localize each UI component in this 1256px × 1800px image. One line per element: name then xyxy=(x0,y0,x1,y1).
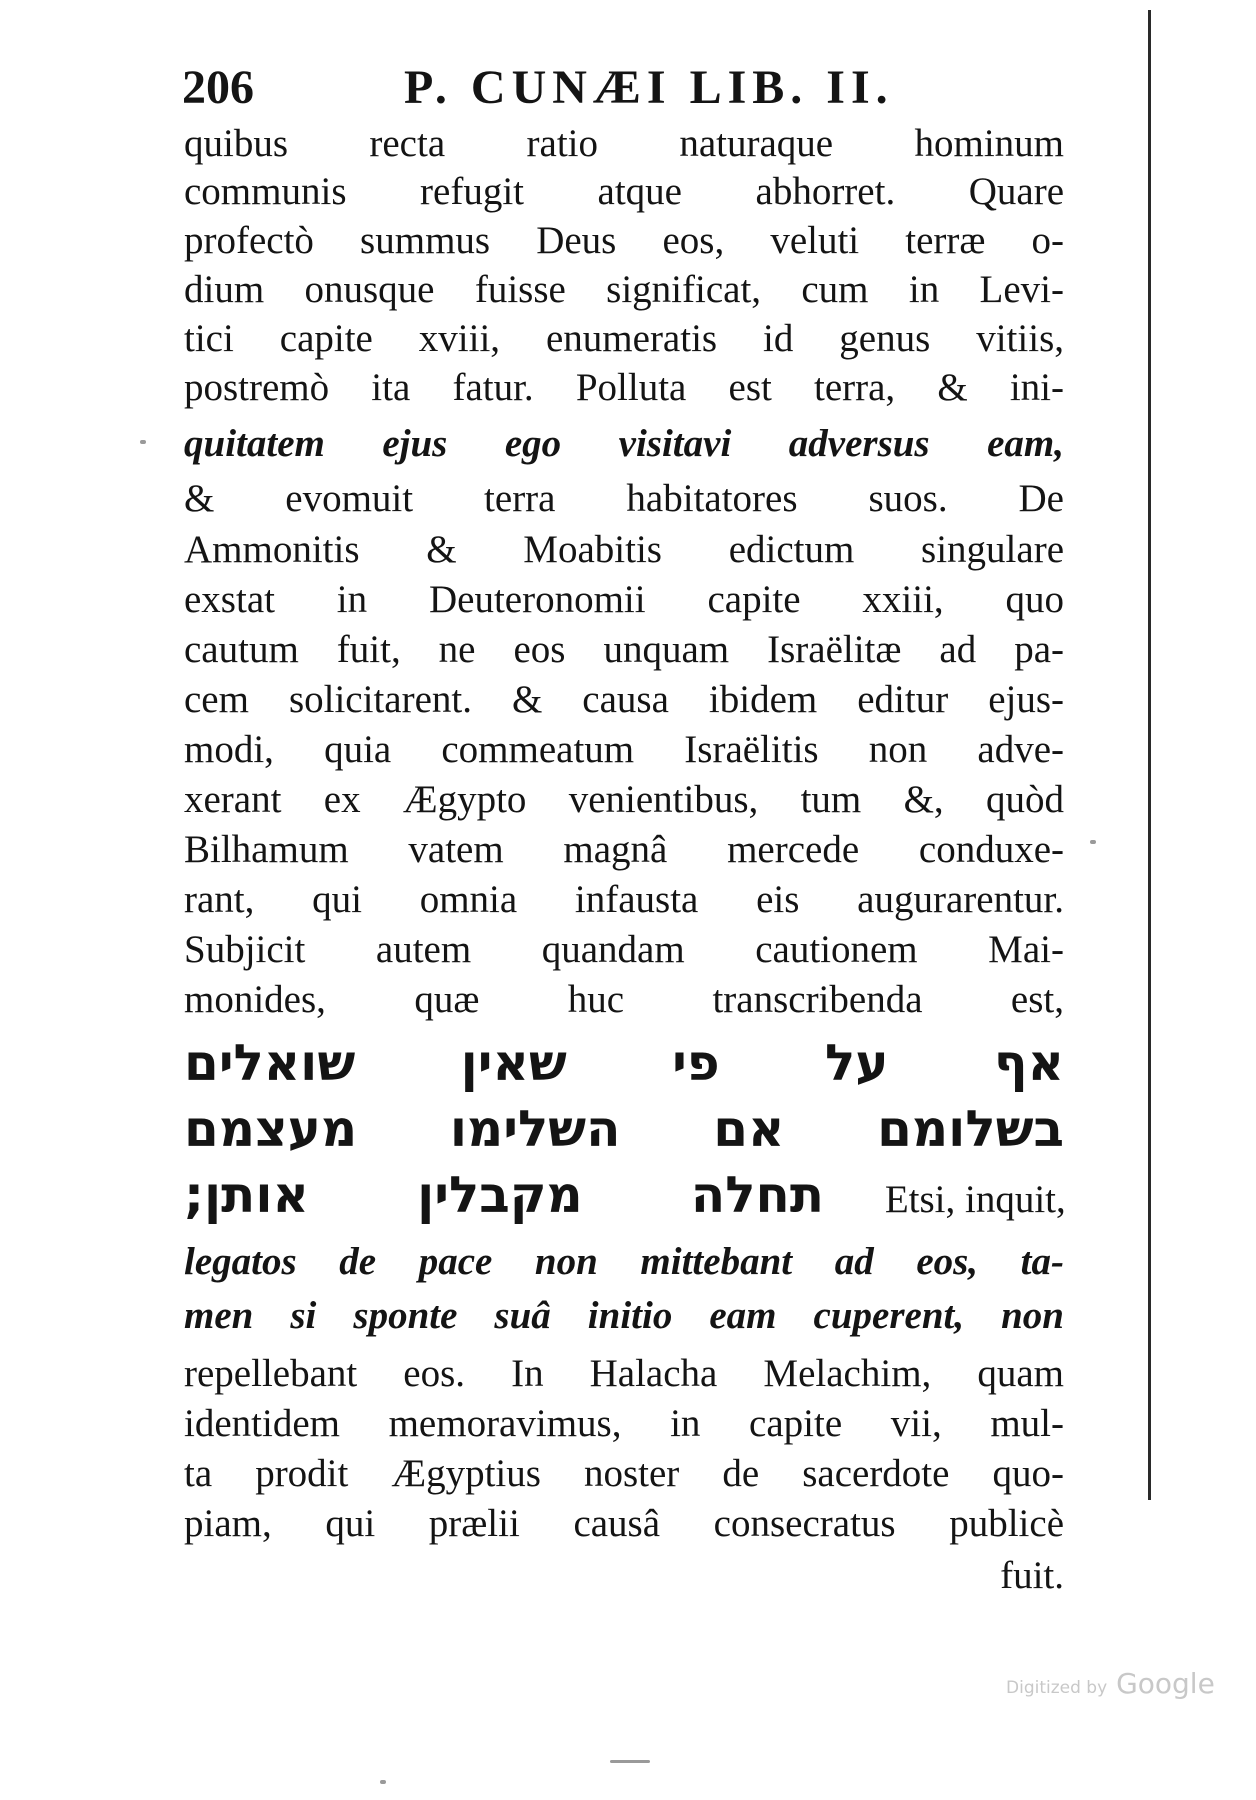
hebrew-line: אף על פי שאין שואלים xyxy=(184,1034,1064,1092)
ink-speck xyxy=(140,440,146,444)
ink-speck xyxy=(1090,840,1096,844)
text-line-italic: quitatem ejus ego visitavi adversus eam, xyxy=(184,422,1064,465)
text-line: quibus recta ratio naturaque hominum xyxy=(184,122,1064,165)
text-line: exstat in Deuteronomii capite xxiii, quo xyxy=(184,578,1064,621)
text-line: repellebant eos. In Halacha Melachim, quam xyxy=(184,1352,1064,1395)
hebrew-fragment: תחלה מקבלין אותן; xyxy=(184,1166,824,1224)
text-line: dium onusque fuisse significat, cum in Levi- xyxy=(184,268,1064,311)
page-header xyxy=(182,58,1082,118)
ink-speck xyxy=(610,1760,650,1763)
watermark-brand: Google xyxy=(1116,1667,1215,1700)
text-line: postremò ita fatur. Polluta est terra, & ini- xyxy=(184,366,1064,409)
text-line: rant, qui omnia infausta eis augurarentur. xyxy=(184,878,1064,921)
text-line: monides, quæ huc transcribenda est, xyxy=(184,978,1064,1021)
text-line-final: fuit. xyxy=(1000,1554,1064,1597)
text-line-italic: legatos de pace non mittebant ad eos, ta- xyxy=(184,1240,1064,1283)
text-line: cautum fuit, ne eos unquam Israëlitæ ad pa- xyxy=(184,628,1064,671)
text-line: Subjicit autem quandam cautionem Mai- xyxy=(184,928,1064,971)
text-line-italic: men si sponte suâ initio eam cuperent, non xyxy=(184,1294,1064,1337)
text-line: ta prodit Ægyptius noster de sacerdote quo- xyxy=(184,1452,1064,1495)
page-edge xyxy=(1148,10,1151,1500)
text-line: Ammonitis & Moabitis edictum singulare xyxy=(184,528,1064,571)
running-head: P. CUNÆI LIB. II. xyxy=(404,61,894,114)
text-line: Bilhamum vatem magnâ mercede conduxe- xyxy=(184,828,1064,871)
digitized-by-google-watermark xyxy=(1006,1664,1236,1704)
text-line: identidem memoravimus, in capite vii, mul- xyxy=(184,1402,1064,1445)
page-number: 206 xyxy=(182,61,254,114)
text-line: xerant ex Ægypto venientibus, tum &, quòd xyxy=(184,778,1064,821)
text-line: tici capite xviii, enumeratis id genus vitiis, xyxy=(184,317,1064,360)
text-line: profectò summus Deus eos, veluti terræ o- xyxy=(184,219,1064,262)
ink-speck xyxy=(380,1780,386,1784)
text-line: modi, quia commeatum Israëlitis non adve- xyxy=(184,728,1064,771)
text-line: cem solicitarent. & causa ibidem editur ejus- xyxy=(184,678,1064,721)
hebrew-line: בשלומם אם השלימו מעצמם xyxy=(184,1100,1064,1158)
watermark-prefix: Digitized by xyxy=(1006,1678,1108,1698)
text-line: & evomuit terra habitatores suos. De xyxy=(184,477,1064,520)
mixed-line xyxy=(184,1166,1064,1224)
text-line: communis refugit atque abhorret. Quare xyxy=(184,170,1064,213)
text-line: piam, qui prælii causâ consecratus publicè xyxy=(184,1502,1064,1545)
latin-fragment: Etsi, inquit, xyxy=(884,1178,1066,1221)
